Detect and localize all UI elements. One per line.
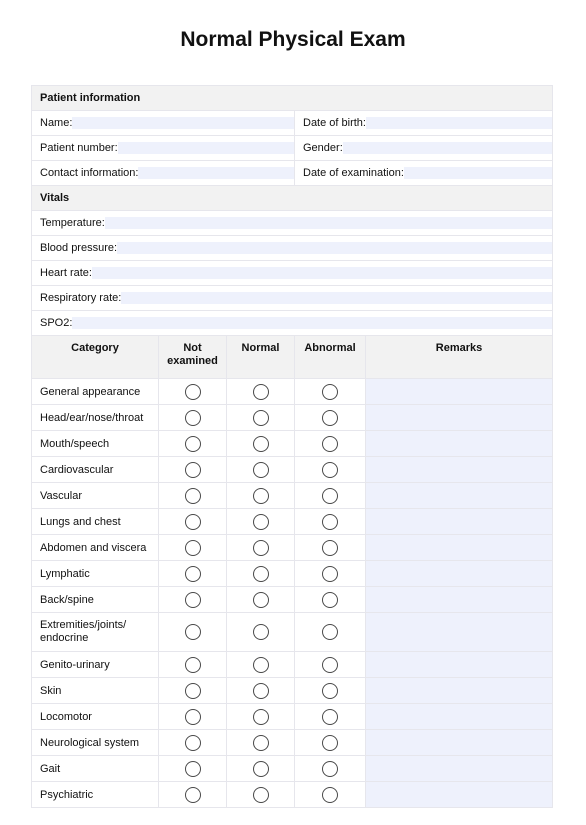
normal-cell (227, 509, 295, 535)
vitals-field[interactable] (32, 286, 553, 311)
not-examined-radio[interactable] (185, 462, 201, 478)
normal-radio[interactable] (253, 683, 269, 699)
abnormal-radio[interactable] (322, 735, 338, 751)
patient-field-input[interactable] (118, 142, 294, 154)
exam-row (32, 457, 553, 483)
vitals-field-input[interactable] (121, 292, 552, 304)
remarks-input[interactable] (366, 678, 553, 704)
not-examined-radio[interactable] (185, 761, 201, 777)
not-examined-cell (159, 704, 227, 730)
exam-row (32, 782, 553, 808)
remarks-input[interactable] (366, 379, 553, 405)
exam-category-label: Cardiovascular (32, 457, 159, 483)
exam-row (32, 405, 553, 431)
abnormal-cell (295, 405, 366, 431)
column-header-remarks: Remarks (366, 336, 553, 379)
normal-radio[interactable] (253, 462, 269, 478)
exam-row (32, 704, 553, 730)
normal-cell (227, 613, 295, 652)
abnormal-cell (295, 483, 366, 509)
patient-field-input[interactable] (72, 117, 294, 129)
exam-category-label: Head/ear/nose/throat (32, 405, 159, 431)
not-examined-radio[interactable] (185, 540, 201, 556)
normal-cell (227, 756, 295, 782)
normal-radio[interactable] (253, 566, 269, 582)
abnormal-radio[interactable] (322, 624, 338, 640)
abnormal-cell (295, 509, 366, 535)
not-examined-radio[interactable] (185, 787, 201, 803)
patient-info-row (32, 136, 553, 161)
column-header-not-examined: Not examined (159, 336, 227, 379)
normal-radio[interactable] (253, 436, 269, 452)
normal-radio[interactable] (253, 514, 269, 530)
exam-row (32, 535, 553, 561)
not-examined-cell (159, 483, 227, 509)
column-header-abnormal: Abnormal (295, 336, 366, 379)
exam-row (32, 756, 553, 782)
not-examined-cell (159, 561, 227, 587)
abnormal-cell (295, 613, 366, 652)
exam-row (32, 587, 553, 613)
exam-row (32, 431, 553, 457)
normal-radio[interactable] (253, 624, 269, 640)
normal-cell (227, 704, 295, 730)
remarks-input[interactable] (366, 561, 553, 587)
patient-field-left[interactable] (32, 161, 295, 186)
not-examined-cell (159, 756, 227, 782)
exam-row (32, 613, 553, 652)
not-examined-cell (159, 587, 227, 613)
not-examined-cell (159, 509, 227, 535)
page-title: Normal Physical Exam (180, 28, 406, 51)
abnormal-cell (295, 457, 366, 483)
patient-field-input[interactable] (138, 167, 294, 179)
normal-cell (227, 561, 295, 587)
exam-category-label: Lymphatic (32, 561, 159, 587)
abnormal-cell (295, 535, 366, 561)
normal-cell (227, 431, 295, 457)
exam-category-label: Psychiatric (32, 782, 159, 808)
not-examined-radio[interactable] (185, 657, 201, 673)
normal-cell (227, 678, 295, 704)
normal-radio[interactable] (253, 384, 269, 400)
vitals-field-input[interactable] (72, 317, 552, 329)
vitals-row (32, 261, 553, 286)
normal-cell (227, 405, 295, 431)
patient-info-row (32, 111, 553, 136)
vitals-field-label: Heart rate: (32, 267, 92, 279)
normal-radio[interactable] (253, 488, 269, 504)
patient-field-input[interactable] (404, 167, 552, 179)
patient-field-right[interactable] (295, 111, 553, 136)
exam-category-label: Back/spine (32, 587, 159, 613)
normal-radio[interactable] (253, 592, 269, 608)
vitals-row (32, 286, 553, 311)
vitals-heading: Vitals (32, 186, 553, 211)
exam-row (32, 730, 553, 756)
vitals-heading-row (32, 186, 553, 211)
patient-field-label: Name: (32, 117, 72, 129)
remarks-input[interactable] (366, 613, 553, 652)
normal-radio[interactable] (253, 787, 269, 803)
abnormal-cell (295, 652, 366, 678)
exam-row (32, 652, 553, 678)
patient-field-input[interactable] (366, 117, 552, 129)
not-examined-cell (159, 535, 227, 561)
abnormal-cell (295, 756, 366, 782)
not-examined-cell (159, 457, 227, 483)
abnormal-radio[interactable] (322, 384, 338, 400)
remarks-input[interactable] (366, 457, 553, 483)
normal-radio[interactable] (253, 709, 269, 725)
abnormal-cell (295, 782, 366, 808)
not-examined-radio[interactable] (185, 624, 201, 640)
exam-category-label: Abdomen and viscera (32, 535, 159, 561)
abnormal-radio[interactable] (322, 436, 338, 452)
abnormal-radio[interactable] (322, 462, 338, 478)
not-examined-radio[interactable] (185, 683, 201, 699)
normal-cell (227, 652, 295, 678)
normal-cell (227, 730, 295, 756)
column-header-normal: Normal (227, 336, 295, 379)
not-examined-radio[interactable] (185, 384, 201, 400)
vitals-field[interactable] (32, 236, 553, 261)
form-body (32, 86, 553, 808)
vitals-field-label: SPO2: (32, 317, 72, 329)
exam-row (32, 483, 553, 509)
vitals-field-input[interactable] (105, 217, 552, 229)
not-examined-radio[interactable] (185, 436, 201, 452)
vitals-field[interactable] (32, 211, 553, 236)
vitals-field-input[interactable] (117, 242, 552, 254)
normal-cell (227, 782, 295, 808)
normal-radio[interactable] (253, 735, 269, 751)
patient-field-right[interactable] (295, 161, 553, 186)
remarks-input[interactable] (366, 509, 553, 535)
vitals-field[interactable] (32, 261, 553, 286)
exam-row (32, 379, 553, 405)
abnormal-radio[interactable] (322, 657, 338, 673)
exam-row (32, 509, 553, 535)
abnormal-radio[interactable] (322, 410, 338, 426)
not-examined-radio[interactable] (185, 735, 201, 751)
normal-radio[interactable] (253, 657, 269, 673)
not-examined-cell (159, 730, 227, 756)
patient-field-right[interactable] (295, 136, 553, 161)
abnormal-radio[interactable] (322, 592, 338, 608)
not-examined-cell (159, 431, 227, 457)
not-examined-radio[interactable] (185, 410, 201, 426)
not-examined-cell (159, 652, 227, 678)
remarks-input[interactable] (366, 704, 553, 730)
exam-category-label: Lungs and chest (32, 509, 159, 535)
not-examined-radio[interactable] (185, 488, 201, 504)
not-examined-cell (159, 782, 227, 808)
abnormal-radio[interactable] (322, 514, 338, 530)
exam-category-label: Locomotor (32, 704, 159, 730)
abnormal-radio[interactable] (322, 488, 338, 504)
normal-radio[interactable] (253, 761, 269, 777)
abnormal-cell (295, 678, 366, 704)
normal-radio[interactable] (253, 540, 269, 556)
not-examined-radio[interactable] (185, 514, 201, 530)
remarks-input[interactable] (366, 405, 553, 431)
remarks-input[interactable] (366, 652, 553, 678)
exam-category-label: Extremities/joints/ endocrine (32, 613, 159, 652)
remarks-input[interactable] (366, 730, 553, 756)
exam-row (32, 678, 553, 704)
exam-category-label: Neurological system (32, 730, 159, 756)
normal-cell (227, 483, 295, 509)
abnormal-radio[interactable] (322, 566, 338, 582)
abnormal-cell (295, 379, 366, 405)
patient-field-input[interactable] (343, 142, 552, 154)
exam-form-table (31, 85, 553, 808)
not-examined-cell (159, 405, 227, 431)
remarks-input[interactable] (366, 431, 553, 457)
abnormal-cell (295, 561, 366, 587)
remarks-input[interactable] (366, 535, 553, 561)
exam-row (32, 561, 553, 587)
abnormal-radio[interactable] (322, 787, 338, 803)
abnormal-radio[interactable] (322, 540, 338, 556)
normal-cell (227, 535, 295, 561)
vitals-field-input[interactable] (92, 267, 552, 279)
patient-info-row (32, 161, 553, 186)
normal-cell (227, 587, 295, 613)
patient-info-heading: Patient information (32, 86, 553, 111)
patient-field-left[interactable] (32, 111, 295, 136)
normal-cell (227, 379, 295, 405)
abnormal-cell (295, 730, 366, 756)
not-examined-cell (159, 678, 227, 704)
remarks-input[interactable] (366, 483, 553, 509)
vitals-field[interactable] (32, 311, 553, 336)
exam-category-label: Gait (32, 756, 159, 782)
exam-category-label: Vascular (32, 483, 159, 509)
remarks-input[interactable] (366, 756, 553, 782)
exam-header-row (32, 336, 553, 379)
patient-field-label: Gender: (295, 142, 343, 154)
abnormal-radio[interactable] (322, 683, 338, 699)
patient-field-label: Date of birth: (295, 117, 366, 129)
vitals-field-label: Respiratory rate: (32, 292, 121, 304)
vitals-field-label: Blood pressure: (32, 242, 117, 254)
not-examined-radio[interactable] (185, 566, 201, 582)
abnormal-radio[interactable] (322, 761, 338, 777)
exam-category-label: Genito-urinary (32, 652, 159, 678)
remarks-input[interactable] (366, 782, 553, 808)
not-examined-cell (159, 379, 227, 405)
not-examined-cell (159, 613, 227, 652)
vitals-row (32, 311, 553, 336)
patient-info-heading-row (32, 86, 553, 111)
exam-category-label: General appearance (32, 379, 159, 405)
patient-field-label: Patient number: (32, 142, 118, 154)
not-examined-radio[interactable] (185, 592, 201, 608)
normal-radio[interactable] (253, 410, 269, 426)
vitals-row (32, 236, 553, 261)
normal-cell (227, 457, 295, 483)
exam-category-label: Mouth/speech (32, 431, 159, 457)
abnormal-cell (295, 587, 366, 613)
patient-field-left[interactable] (32, 136, 295, 161)
vitals-field-label: Temperature: (32, 217, 105, 229)
abnormal-radio[interactable] (322, 709, 338, 725)
column-header-category: Category (32, 336, 159, 379)
not-examined-radio[interactable] (185, 709, 201, 725)
patient-field-label: Contact information: (32, 167, 138, 179)
exam-category-label: Skin (32, 678, 159, 704)
remarks-input[interactable] (366, 587, 553, 613)
abnormal-cell (295, 431, 366, 457)
vitals-row (32, 211, 553, 236)
abnormal-cell (295, 704, 366, 730)
patient-field-label: Date of examination: (295, 167, 404, 179)
